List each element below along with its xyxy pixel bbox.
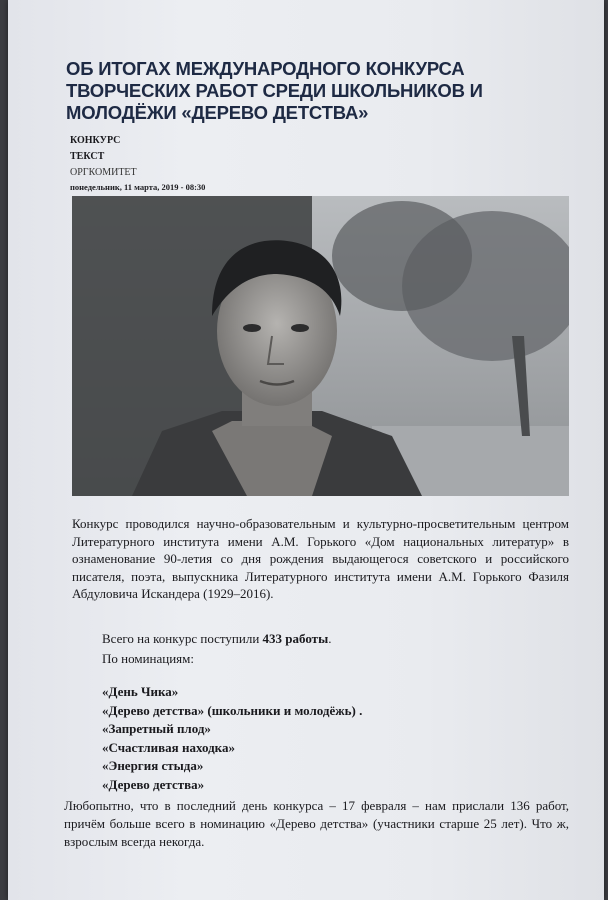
author-label: ОРГКОМИТЕТ (70, 167, 137, 178)
portrait-photo (72, 196, 569, 496)
type-tag: ТЕКСТ (70, 151, 105, 162)
category-tag: КОНКУРС (70, 135, 121, 146)
nomination-item: «Энергия стыда» (102, 758, 204, 774)
closing-paragraph: Любопытно, что в последний день конкурса – 17 февраля – нам прислали 136 работ, причём больше всего в номинацию «Дерево детства» (участники старше 25 лет). Что ж, взрослым всегда некогда. (64, 798, 569, 849)
nomination-item: «Счастливая находка» (102, 739, 235, 755)
total-works-line (102, 630, 331, 647)
total-count: 433 работы (262, 631, 329, 646)
total-suffix: . (328, 631, 332, 646)
nomination-item: «Запретный плод» (102, 721, 211, 737)
nomination-item: «Дерево детства» (102, 776, 205, 792)
nominations-heading: По номинациям: (102, 651, 194, 666)
portrait-image (72, 196, 569, 496)
nomination-item: «День Чика» (102, 684, 179, 699)
nomination-item: «Дерево детства» (школьники и молодёжь) . (102, 702, 363, 718)
nominations-list (102, 683, 362, 795)
printed-page (8, 0, 604, 900)
intro-paragraph: Конкурс проводился научно-образовательным и культурно-просветительным центром Литературного института имени А.М. Горького «Дом национальных литератур» в ознаменование 90-летия со дня рождения выдающегося советского и российского писателя, поэта, выпускника Литературного института имени А.М. Горького Фазиля Абдуловича Искандера (1929–2016). (72, 516, 569, 601)
total-prefix: Всего на конкурс поступили (102, 631, 260, 646)
article-title: ОБ ИТОГАХ МЕЖДУНАРОДНОГО КОНКУРСА ТВОРЧЕСКИХ РАБОТ СРЕДИ ШКОЛЬНИКОВ И МОЛОДЁЖИ «ДЕРЕВО ДЕТСТВА» (66, 58, 483, 123)
publish-date: понедельник, 11 марта, 2019 - 08:30 (70, 182, 206, 192)
